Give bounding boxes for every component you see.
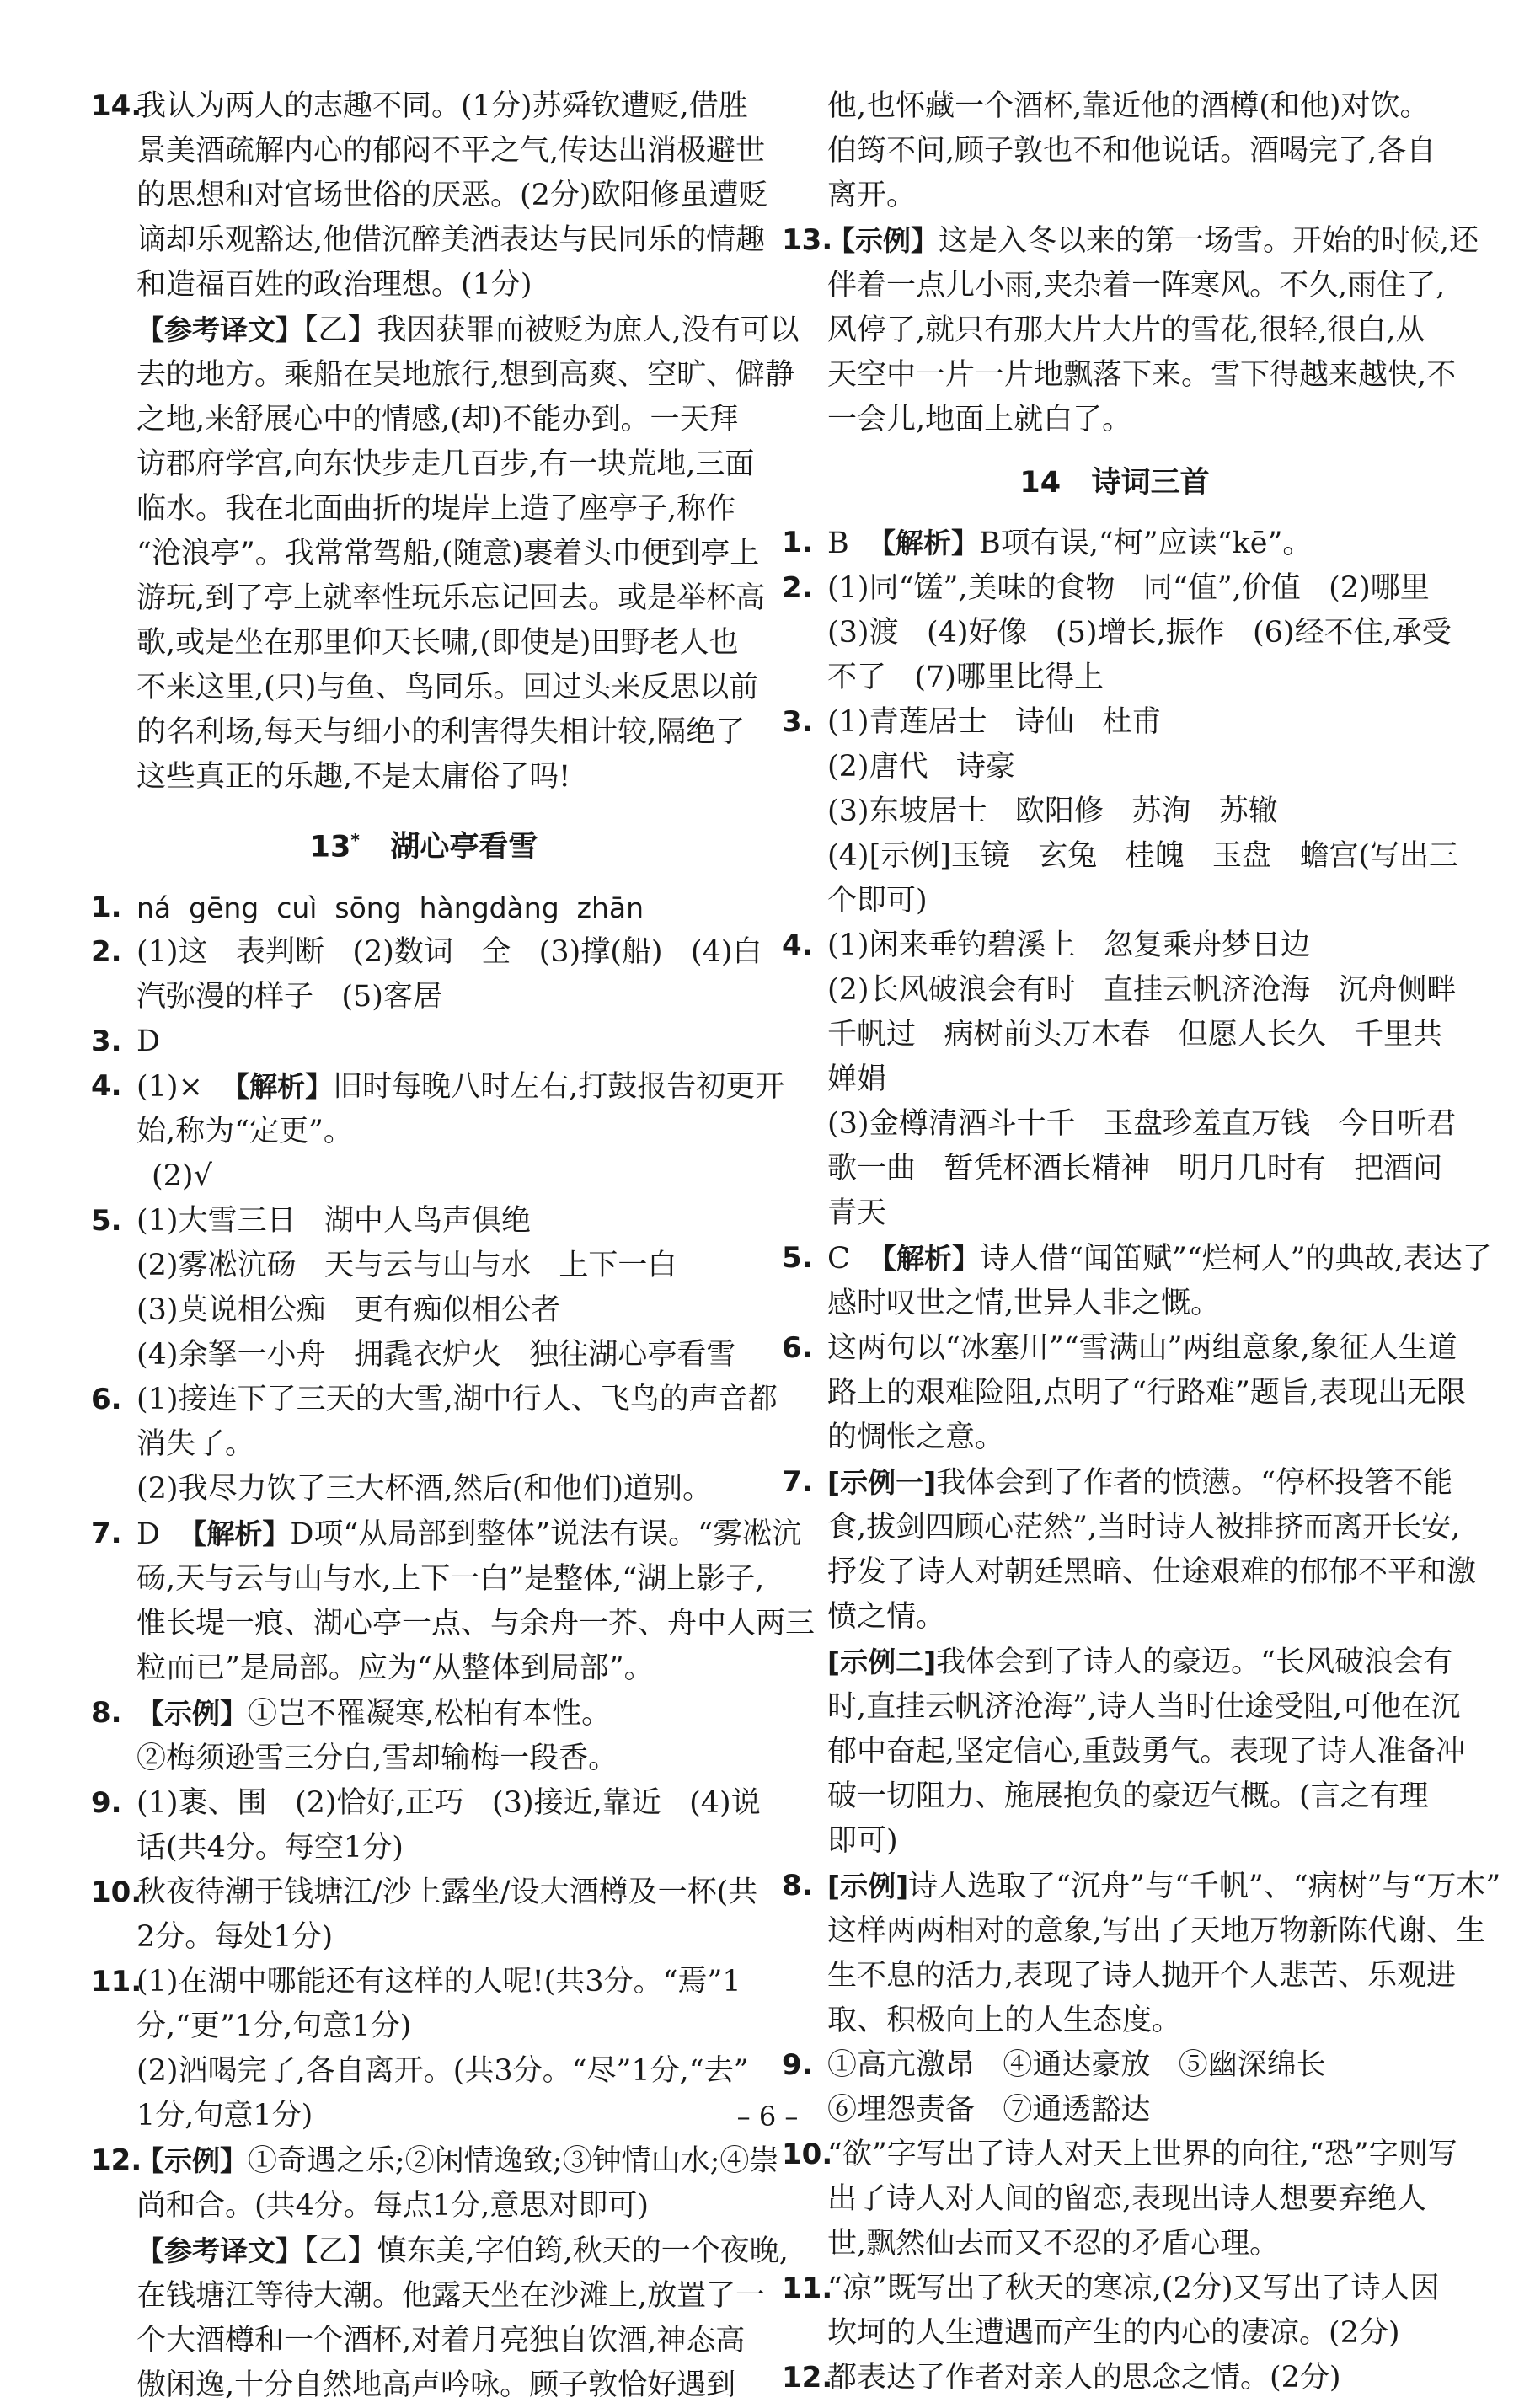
text-line: 汽弥漫的样子 (5)客居 [136,979,442,1014]
analysis-tag: 【解析】 [869,1242,981,1275]
item-number: 12. [782,2361,833,2395]
example-tag: [示例二] [827,1645,937,1678]
text-line: ②梅须逊雪三分白,雪却输梅一段香。 [136,1741,618,1775]
text-line: (2)长风破浪会有时 直挂云帆济沧海 沉舟侧畔 [827,973,1457,1007]
text-line: ①岂不罹凝寒,松柏有本性。 [248,1696,612,1731]
text-line: 都表达了作者对亲人的思念之情。(2分) [827,2361,1341,2395]
answer-3 [91,1019,757,1064]
answer-letter: C [827,1242,850,1276]
item-number: 12. [91,2143,142,2177]
text-line: 婵娟 [827,1062,887,1096]
text-line: 郁中奋起,坚定信心,重鼓勇气。表现了诗人准备冲 [827,1735,1466,1769]
example-tag: 【示例】 [136,1696,248,1730]
text-line: ⑥埋怨责备 ⑦通透豁达 [827,2093,1151,2127]
answer-1 [91,886,757,930]
text-line: (1)闲来垂钓碧溪上 忽复乘舟梦日边 [827,928,1310,962]
text-line: 1分,句意1分) [136,2098,313,2132]
text-line: 歌,或是坐在那里仰天长啸,(即使是)田野老人也 [136,626,739,660]
analysis-tag: 【解析】 [179,1517,291,1550]
text-line: (2)我尽力饮了三大杯酒,然后(和他们)道别。 [136,1471,713,1506]
text-line: 个即可) [827,884,928,918]
text-line: 砀,天与云与山与水,上下一白”是整体,“湖上影子, [136,1561,765,1596]
text-line: 时,直挂云帆济沧海”,诗人当时仕途受阻,可他在沉 [827,1690,1461,1724]
text-line: (2)酒喝完了,各自离开。(共3分。“尽”1分,“去” [136,2053,749,2088]
text-line: 和造福百姓的政治理想。(1分) [136,268,532,302]
text-line: (3)东坡居士 欧阳修 苏洵 苏辙 [827,795,1278,828]
text-line: “沧浪亭”。我常常驾船,(随意)裹着头巾便到亭上 [136,537,760,570]
text-line: 一会儿,地面上就白了。 [827,403,1132,436]
text-line: 的名利场,每天与细小的利害得失相计较,隔绝了 [136,715,746,749]
text-line: 出了诗人对人间的留恋,表现出诗人想要弃绝人 [827,2182,1427,2216]
answer-5 [91,1199,757,1378]
text-line: 世,飘然仙去而又不忍的矛盾心理。 [827,2227,1280,2261]
section-heading-13 [91,818,757,870]
poem-answer-8 [782,1864,1501,2043]
left-column [91,84,816,2408]
text-line: D [136,1024,161,1058]
item-number: 2. [782,571,813,605]
item-number: 8. [782,1869,813,1902]
text-line: 取、积极向上的人生态度。 [827,2004,1182,2037]
text-line: 在钱塘江等待大潮。他露天坐在沙滩上,放置了一 [136,2278,766,2313]
text-line: (1)在湖中哪能还有这样的人呢!(共3分。“焉”1 [136,1964,741,1999]
poem-answer-10 [782,2132,1457,2266]
ref-tag: 【参考译文】 [136,313,303,346]
answer-4 [91,1064,785,1199]
text-line: 千帆过 病树前头万木春 但愿人长久 千里共 [827,1018,1443,1051]
poem-answer-1 [782,521,1447,566]
text-line: ①奇遇之乐;②闲情逸致;③钟情山水;④崇 [248,2143,779,2178]
section-title: 诗词三首 [1091,466,1210,500]
item-number: 8. [91,1695,122,1730]
poem-answer-4 [782,923,1457,1236]
text-line: 这样两两相对的意象,写出了天地万物新陈代谢、生 [827,1914,1486,1948]
text-line: 即可) [827,1824,898,1858]
section-heading-14 [782,461,1447,506]
item-number: 11. [782,2272,833,2305]
text-line: 傲闲逸,十分自然地高声吟咏。顾子敦恰好遇到 [136,2368,736,2402]
answer-2 [91,930,762,1019]
item-number: 4. [91,1068,122,1103]
answer-13 [782,218,1479,442]
text-line: 他,也怀藏一个酒杯,靠近他的酒樽(和他)对饮。 [827,89,1430,123]
text-line: 天空中一片一片地飘落下来。雪下得越来越快,不 [827,358,1457,392]
item-number: 10. [91,1875,142,1909]
text-line: D项“从局部到整体”说法有误。“雾凇沆 [290,1517,802,1551]
text-line: 路上的艰难险阻,点明了“行路难”题旨,表现出无限 [827,1376,1467,1410]
text-line: 破一切阻力、施展抱负的豪迈气概。(言之有理 [827,1779,1429,1813]
reference-translation-12-continued [782,84,1447,218]
text-line: 2分。每处1分) [136,1919,334,1954]
text-line: 这两句以“冰塞川”“雪满山”两组意象,象征人生道 [827,1331,1457,1365]
example-tag: 【示例】 [827,224,939,257]
text-line: 游玩,到了亭上就率性玩乐忘记回去。或是举杯高 [136,581,766,615]
text-line: “欲”字写出了诗人对天上世界的向往,“恐”字则写 [827,2138,1457,2171]
text-line: 消失了。 [136,1426,255,1461]
text-line: 生不息的活力,表现了诗人抛开个人悲苦、乐观进 [827,1959,1457,1993]
text-line: 青天 [827,1196,887,1230]
text-line: 不来这里,(只)与鱼、鸟同乐。回过头来反思以前 [136,671,759,704]
section-title: 湖心亭看雪 [390,830,538,864]
item-number: 10. [782,2138,833,2171]
pinyin-line: ná gēng cuì sōng hàngdàng zhān [136,891,644,924]
text-line: 坎坷的人生遭遇而产生的内心的凄凉。(2分) [827,2316,1400,2350]
text-line: (3)莫说相公痴 更有痴似相公者 [136,1292,560,1327]
text-line: B项有误,“柯”应读“kē”。 [979,527,1313,560]
poem-answer-7 [782,1460,1477,1864]
text-line: 谪却乐观豁达,他借沉醉美酒表达与民同乐的情趣 [136,223,766,257]
text-line: 秋夜待潮于钱塘江/沙上露坐/设大酒樽及一杯(共 [136,1875,758,1909]
text-line: 诗人选取了“沉舟”与“千帆”、“病树”与“万木” [908,1870,1501,1903]
text-line: 临水。我在北面曲折的堤岸上造了座亭子,称作 [136,492,736,526]
text-line: 感时叹世之情,世异人非之慨。 [827,1287,1221,1320]
poem-answer-11 [782,2266,1447,2356]
text-line: 伴着一点儿小雨,夹杂着一阵寒风。不久,雨住了, [827,269,1446,302]
ref-tag: 【参考译文】 [136,2234,303,2267]
text-line: 我认为两人的志趣不同。(1分)苏舜钦遭贬,借胜 [136,89,748,123]
reference-translation-14 [91,308,800,800]
text-line: 粒而已”是局部。应为“从整体到局部”。 [136,1651,654,1685]
text-line: 分,“更”1分,句意1分) [136,2009,412,2043]
text-line: 离开。 [827,179,917,212]
text-line: 话(共4分。每空1分) [136,1830,404,1865]
poem-answer-5 [782,1236,1492,1326]
poem-answer-2 [782,566,1452,700]
poem-answer-6 [782,1326,1467,1460]
text-line: 访郡府学宫,向东快步走几百步,有一块荒地,三面 [136,447,755,481]
example-tag: [示例一] [827,1466,937,1499]
text-line: 个大酒樽和一个酒杯,对着月亮独自饮酒,神态高 [136,2323,746,2357]
text-line: 歌一曲 暂凭杯酒长精神 明月几时有 把酒问 [827,1152,1443,1185]
text-line: 诗人借“闻笛赋”“烂柯人”的典故,表达了 [980,1242,1492,1276]
text-line: 这些真正的乐趣,不是太庸俗了吗! [136,760,571,794]
item-number: 9. [91,1785,122,1820]
poem-answer-12 [782,2356,1447,2400]
text-line: (3)渡 (4)好像 (5)增长,振作 (6)经不住,承受 [827,616,1452,650]
text-line: 景美酒疏解内心的郁闷不平之气,传达出消极避世 [136,134,766,168]
section-star: * [350,830,360,850]
text-line: (1)这 表判断 (2)数词 全 (3)撑(船) (4)白 [136,934,762,969]
text-line: “凉”既写出了秋天的寒凉,(2分)又写出了诗人因 [827,2272,1440,2305]
answer-6 [91,1378,778,1512]
text-line: 【乙】慎东美,字伯筠,秋天的一个夜晚, [303,2234,789,2268]
answer-9 [91,1781,761,1870]
text-line: 抒发了诗人对朝廷黑暗、仕途艰难的郁郁不平和激 [827,1555,1477,1589]
text-line: (4)[示例]玉镜 玄兔 桂魄 玉盘 蟾宫(写出三 [827,839,1459,873]
reference-translation-12 [91,2229,789,2408]
text-line: 愤之情。 [827,1600,946,1634]
text-line: 食,拔剑四顾心茫然”,当时诗人被排挤而离开长安, [827,1511,1461,1544]
item-number: 1. [782,526,813,559]
analysis-tag: 【解析】 [868,527,979,559]
answer-8 [91,1691,757,1781]
answer-14 [91,84,768,308]
example-tag: [示例] [827,1870,909,1902]
text-line: 【乙】我因获罪而被贬为庶人,没有可以 [303,313,800,347]
example-tag: 【示例】 [136,2143,248,2177]
analysis-tag: 【解析】 [222,1069,334,1103]
text-line: (4)余拏一小舟 拥毳衣炉火 独往湖心亭看雪 [136,1337,736,1372]
item-number: 9. [782,2048,813,2082]
text-line: 去的地方。乘船在吴地旅行,想到高爽、空旷、僻静 [136,358,795,392]
text-line: 惟长堤一痕、湖心亭一点、与余舟一芥、舟中人两三 [136,1606,816,1640]
item-number: 2. [91,934,122,969]
right-column [782,84,1501,2400]
text-line: 旧时每晚八时左右,打鼓报告初更开 [333,1069,785,1104]
text-line: (1)同“馐”,美味的食物 同“值”,价值 (2)哪里 [827,571,1430,605]
item-number: 6. [782,1331,813,1365]
item-number: 5. [782,1241,813,1275]
section-number: 13 [309,830,351,864]
poem-answer-3 [782,700,1459,923]
text-line: (1)裹、围 (2)恰好,正巧 (3)接近,靠近 (4)说 [136,1785,761,1820]
answer-12 [91,2138,779,2229]
item-number: 14. [91,89,142,123]
text-line: 风停了,就只有那大片大片的雪花,很轻,很白,从 [827,313,1425,347]
text-line: 我体会到了作者的愤懑。“停杯投箸不能 [936,1466,1453,1500]
item-number: 5. [91,1203,122,1238]
text-line: 不了 (7)哪里比得上 [827,661,1104,694]
text-line: (1)接连下了三天的大雪,湖中行人、飞鸟的声音都 [136,1382,778,1416]
answer-7 [91,1512,816,1691]
text-line: 尚和合。(共4分。每点1分,意思对即可) [136,2188,649,2223]
item-number: 1. [91,890,122,924]
item-number: 7. [91,1516,122,1550]
item-number: 3. [91,1024,122,1058]
text-line: ①高亢激昂 ④通达豪放 ⑤幽深绵长 [827,2048,1326,2082]
item-number: 3. [782,705,813,739]
text-line: (2)唐代 诗豪 [827,750,1015,784]
text-line: 这是入冬以来的第一场雪。开始的时候,还 [939,224,1479,258]
item-number: 13. [782,223,833,257]
text-line: 始,称为“定更”。 [136,1114,353,1148]
answer-letter: B [827,527,849,560]
text-line: (1)青莲居士 诗仙 杜甫 [827,705,1162,739]
text-line: (2)雾凇沆砀 天与云与山与水 上下一白 [136,1248,677,1282]
text-line: 的思想和对官场世俗的厌恶。(2分)欧阳修虽遭贬 [136,179,768,212]
item-number: 4. [782,928,813,962]
mark: (1)× [136,1069,203,1104]
section-number: 14 [1019,466,1062,500]
answer-letter: D [136,1517,161,1551]
text-line: 我体会到了诗人的豪迈。“长风破浪会有 [936,1645,1453,1679]
text-line: 之地,来舒展心中的情感,(却)不能办到。一天拜 [136,403,739,436]
text-line: (2)√ [152,1159,212,1193]
item-number: 11. [91,1964,142,1999]
item-number: 6. [91,1382,122,1416]
text-line: (1)大雪三日 湖中人鸟声俱绝 [136,1203,531,1238]
text-line: (3)金樽清酒斗十千 玉盘珍羞直万钱 今日听君 [827,1107,1457,1141]
answer-10 [91,1870,757,1960]
text-line: 伯筠不问,顾子敦也不和他说话。酒喝完了,各自 [827,134,1436,168]
item-number: 7. [782,1465,813,1499]
text-line: 的惆怅之意。 [827,1421,1005,1454]
page-number: – 6 – [736,2100,799,2132]
